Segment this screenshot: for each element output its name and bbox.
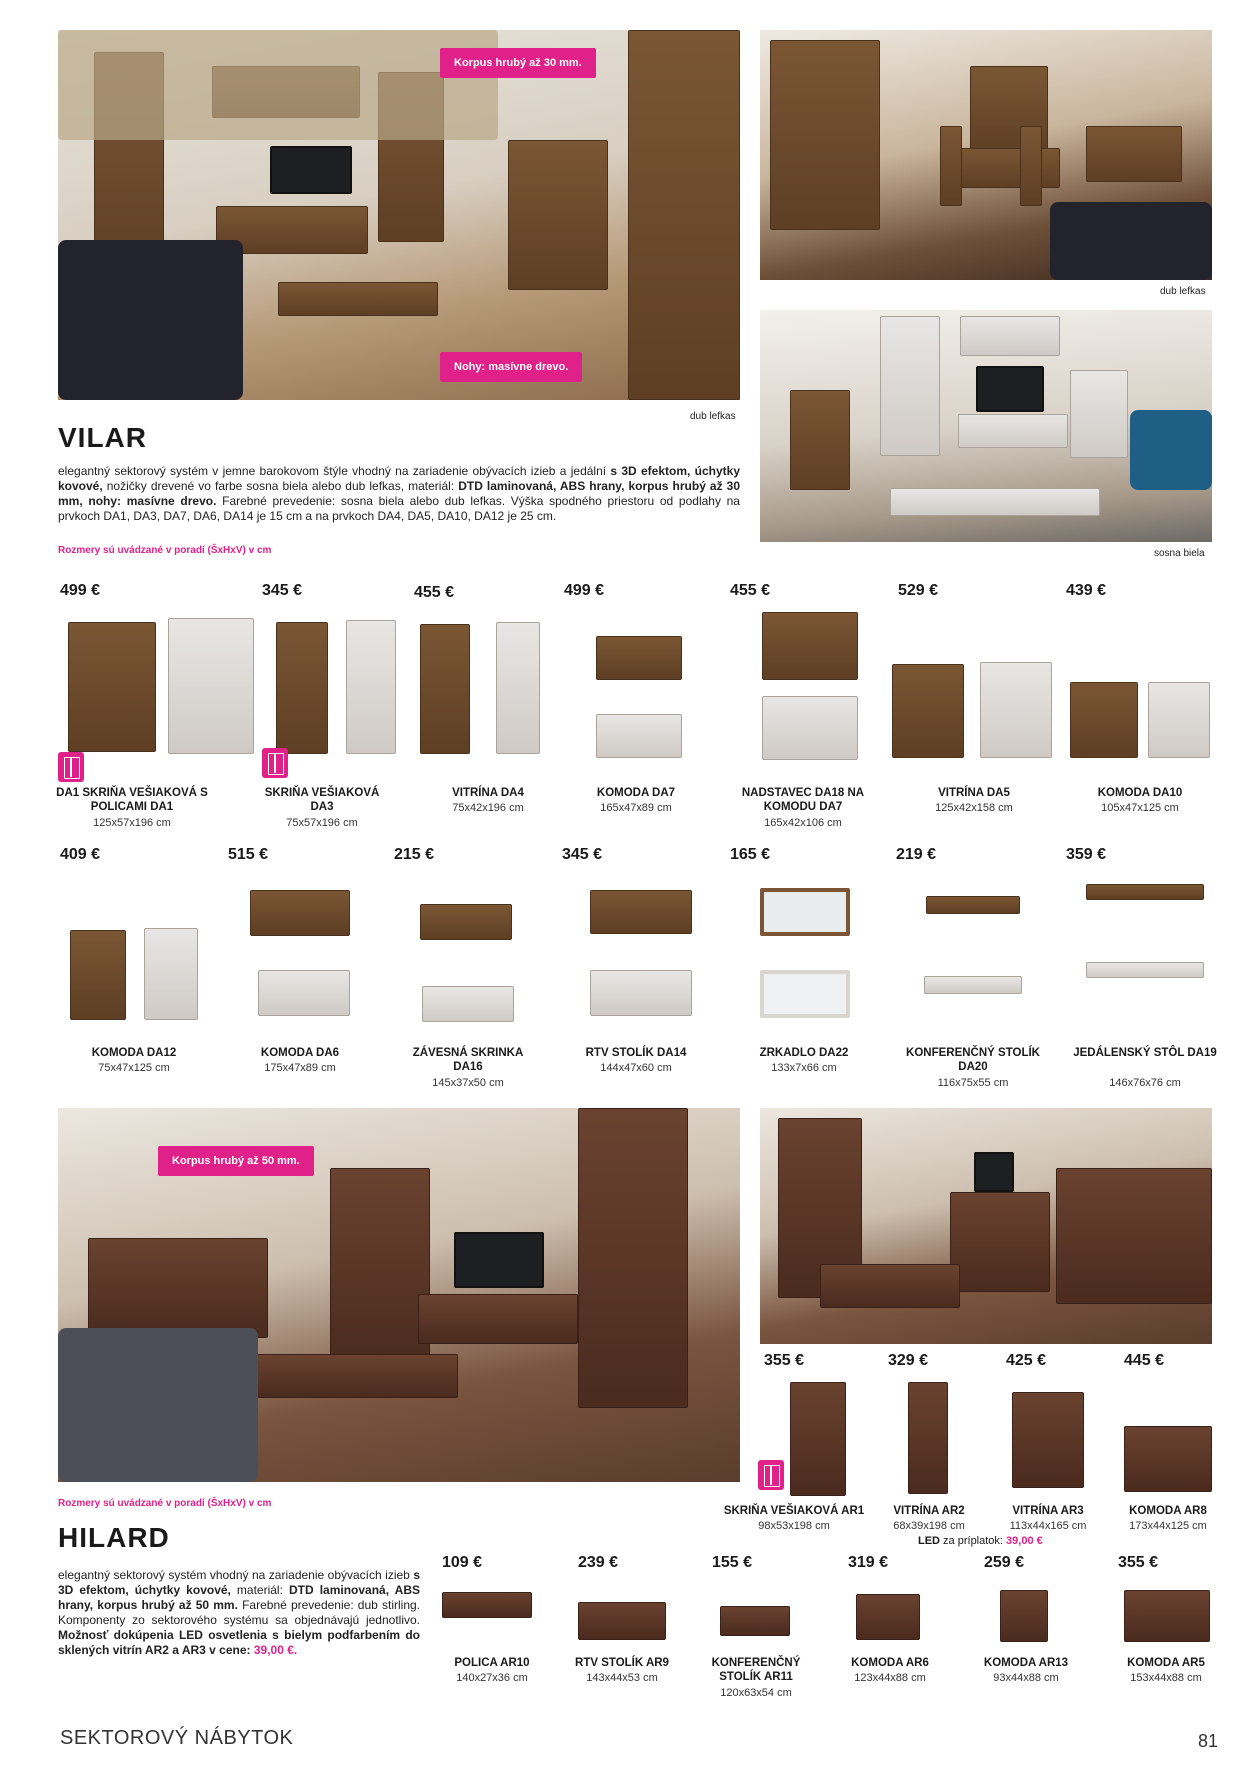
hilard-desc-part-4: DTD laminovaná, ABS hrany, korpus hrubý až 50 mm. (58, 1583, 421, 1612)
vilar-product-name: ZRKADLO DA22 (759, 1047, 849, 1059)
vilar-product-dimensions: 145x37x50 cm (432, 1077, 504, 1089)
hilard-product-name: KOMODA AR5 (1127, 1657, 1205, 1669)
vilar-price: 359 € (1066, 846, 1107, 863)
vilar-promo-legs: Nohy: masívne drevo. (440, 352, 582, 382)
hilard-room-photo (760, 1108, 1212, 1344)
vilar-price: 439 € (1066, 582, 1107, 599)
product-image (790, 1382, 846, 1496)
hilard-product-name: KOMODA AR8 (1129, 1505, 1207, 1517)
vilar-product-dimensions: 175x47x89 cm (264, 1062, 336, 1074)
product-image (908, 1382, 948, 1494)
wardrobe-shelves-icon (58, 752, 84, 782)
vilar-price: 165 € (730, 846, 771, 863)
vilar-desc-part-3: nožičky drevené vo farbe sosna biela alebo dub lefkas, materiál: (102, 479, 459, 493)
vilar-price: 345 € (262, 582, 303, 599)
hilard-product-name: KOMODA AR6 (851, 1657, 929, 1669)
hilard-desc-part-1: elegantný sektorový systém vhodný na zariadenie obývacích izieb (58, 1568, 414, 1582)
vilar-product-dimensions: 75x42x196 cm (452, 802, 524, 814)
vilar-product-name: KOMODA DA10 (1097, 787, 1183, 799)
product-image (892, 664, 964, 758)
hilard-description (58, 1568, 420, 1658)
vilar-main-caption: dub lefkas (690, 411, 736, 422)
vilar-product-dimensions: 146x76x76 cm (1109, 1077, 1181, 1089)
vilar-price: 499 € (60, 582, 101, 599)
product-image (760, 888, 850, 936)
hilard-product-name: RTV STOLÍK AR9 (575, 1657, 669, 1669)
hilard-desc-part-6: Možnosť dokúpenia LED osvetlenia s bielym podfarbením do sklených vitrín AR2 a AR3 v cene: (58, 1628, 420, 1657)
hilard-product-dimensions: 123x44x88 cm (854, 1672, 926, 1684)
vilar-price: 515 € (228, 846, 269, 863)
wardrobe-icon (758, 1460, 784, 1490)
hilard-price: 445 € (1124, 1352, 1165, 1369)
hilard-price: 155 € (712, 1554, 753, 1571)
vilar-desc-part-1: elegantný sektorový systém v jemne barokovom štýle vhodný na zariadenie obývacích izieb a jedální (58, 464, 611, 478)
hilard-price: 319 € (848, 1554, 889, 1571)
product-image (68, 622, 156, 752)
hilard-product-dimensions: 143x44x53 cm (586, 1672, 658, 1684)
vilar-product-dimensions: 125x42x158 cm (935, 802, 1013, 814)
vilar-product-dimensions: 165x47x89 cm (600, 802, 672, 814)
vilar-price: 455 € (730, 582, 771, 599)
vilar-product-dimensions: 75x57x196 cm (286, 817, 358, 829)
vilar-desc-part-2: s 3D efektom, úchytky kovové, (58, 464, 741, 493)
hilard-price: 239 € (578, 1554, 619, 1571)
vilar-dining-caption: dub lefkas (1160, 286, 1206, 297)
hilard-product-dimensions: 93x44x88 cm (993, 1672, 1059, 1684)
vilar-product-name: DA1 SKRIŇA VEŠIAKOVÁ S POLICAMI DA1 (56, 787, 208, 813)
vilar-product-name: VITRÍNA DA4 (452, 787, 524, 799)
hilard-product-dimensions: 153x44x88 cm (1130, 1672, 1202, 1684)
product-image (420, 904, 512, 940)
hilard-price: 329 € (888, 1352, 929, 1369)
vilar-product-name: KOMODA DA12 (91, 1047, 177, 1059)
vilar-dining-photo (760, 30, 1212, 280)
product-image (70, 930, 126, 1020)
hilard-product-dimensions: 113x44x165 cm (1009, 1520, 1087, 1532)
hilard-product-name: KOMODA AR13 (983, 1657, 1069, 1669)
product-image (168, 618, 254, 754)
led-label: LED (918, 1535, 940, 1547)
hilard-product-dimensions: 98x53x198 cm (758, 1520, 830, 1532)
vilar-product-name: JEDÁLENSKÝ STÔL DA19 (1073, 1047, 1217, 1059)
hilard-product-name: VITRÍNA AR2 (893, 1505, 965, 1517)
product-image (926, 896, 1020, 914)
product-image (1124, 1426, 1212, 1492)
hilard-desc-part-5: Farebné prevedenie: dub stirling. Komponenty zo sektorového systému sa objednávajú jednotlivo. (58, 1598, 420, 1627)
vilar-price: 409 € (60, 846, 101, 863)
vilar-product-name: NADSTAVEC DA18 NA KOMODU DA7 (741, 787, 865, 813)
hilard-product-name: KONFERENČNÝ STOLÍK AR11 (711, 1657, 801, 1683)
hilard-led-surcharge (918, 1535, 1043, 1547)
product-image (596, 636, 682, 680)
led-surcharge-price: 39,00 € (1006, 1535, 1043, 1547)
product-image (1086, 962, 1204, 978)
wardrobe-icon (262, 748, 288, 778)
vilar-product-dimensions: 125x57x196 cm (93, 817, 171, 829)
product-image (578, 1602, 666, 1640)
hilard-desc-part-3: materiál: (230, 1583, 289, 1597)
vilar-product-name: KOMODA DA7 (596, 787, 676, 799)
hilard-product-dimensions: 68x39x198 cm (893, 1520, 965, 1532)
vilar-price: 345 € (562, 846, 603, 863)
hilard-title: HILARD (58, 1522, 170, 1553)
product-image (276, 622, 328, 754)
product-image (442, 1592, 532, 1618)
vilar-product-name: RTV STOLÍK DA14 (585, 1047, 687, 1059)
footer-section-title: SEKTOROVÝ NÁBYTOK (60, 1727, 294, 1749)
product-image (760, 970, 850, 1018)
hilard-product-dimensions: 173x44x125 cm (1129, 1520, 1207, 1532)
vilar-product-dimensions: 165x42x106 cm (764, 817, 842, 829)
hilard-price: 355 € (1118, 1554, 1159, 1571)
product-image (924, 976, 1022, 994)
vilar-product-dimensions: 133x7x66 cm (771, 1062, 837, 1074)
hilard-led-price: 39,00 €. (253, 1643, 298, 1657)
hilard-price: 259 € (984, 1554, 1025, 1571)
hilard-price: 355 € (764, 1352, 805, 1369)
product-image (422, 986, 514, 1022)
product-image (1086, 884, 1204, 900)
hilard-product-dimensions: 140x27x36 cm (456, 1672, 528, 1684)
product-image (590, 970, 692, 1016)
page-number: 81 (1198, 1731, 1219, 1751)
hilard-product-dimensions: 120x63x54 cm (720, 1687, 792, 1699)
hilard-price: 109 € (442, 1554, 483, 1571)
vilar-dimensions-note: Rozmery sú uvádzané v poradí (ŠxHxV) v cm (58, 545, 272, 556)
product-image (856, 1594, 920, 1640)
vilar-white-caption: sosna biela (1154, 548, 1205, 559)
vilar-product-dimensions: 116x75x55 cm (937, 1077, 1009, 1089)
vilar-title: VILAR (58, 422, 147, 453)
vilar-product-dimensions: 105x47x125 cm (1101, 802, 1179, 814)
vilar-product-name: ZÁVESNÁ SKRINKA DA16 (412, 1047, 524, 1073)
vilar-price: 455 € (414, 584, 455, 601)
product-image (1070, 682, 1138, 758)
product-image (762, 612, 858, 680)
hilard-price: 425 € (1006, 1352, 1047, 1369)
led-text: za príplatok: (940, 1535, 1007, 1547)
hilard-desc-part-2: s 3D efektom, úchytky kovové, (58, 1568, 420, 1597)
vilar-price: 215 € (394, 846, 435, 863)
vilar-product-name: KOMODA DA6 (260, 1047, 340, 1059)
vilar-price: 219 € (896, 846, 937, 863)
vilar-description (58, 464, 740, 524)
hilard-dimensions-note: Rozmery sú uvádzané v poradí (ŠxHxV) v cm (58, 1498, 272, 1509)
product-image (590, 890, 692, 934)
product-image (720, 1606, 790, 1636)
hilard-product-name: VITRÍNA AR3 (1012, 1505, 1084, 1517)
vilar-product-dimensions: 144x47x60 cm (600, 1062, 672, 1074)
product-image (144, 928, 198, 1020)
product-image (596, 714, 682, 758)
vilar-product-dimensions: 75x47x125 cm (98, 1062, 170, 1074)
product-image (762, 696, 858, 760)
vilar-product-name: KONFERENČNÝ STOLÍK DA20 (906, 1047, 1040, 1073)
product-image (420, 624, 470, 754)
vilar-main-photo (58, 30, 740, 400)
hilard-promo-thickness: Korpus hrubý až 50 mm. (158, 1146, 314, 1176)
vilar-price: 529 € (898, 582, 939, 599)
product-image (1012, 1392, 1084, 1488)
vilar-promo-thickness: Korpus hrubý až 30 mm. (440, 48, 596, 78)
hilard-product-name: POLICA AR10 (454, 1657, 530, 1669)
product-image (346, 620, 396, 754)
product-image (1124, 1590, 1210, 1642)
product-image (496, 622, 540, 754)
hilard-product-name: SKRIŇA VEŠIAKOVÁ AR1 (723, 1505, 865, 1517)
product-image (250, 890, 350, 936)
vilar-price: 499 € (564, 582, 605, 599)
vilar-white-photo (760, 310, 1212, 542)
product-image (1000, 1590, 1048, 1642)
vilar-product-name: SKRIŇA VEŠIAKOVÁ DA3 (264, 787, 380, 813)
product-image (980, 662, 1052, 758)
product-image (258, 970, 350, 1016)
vilar-product-name: VITRÍNA DA5 (938, 787, 1010, 799)
vilar-desc-part-5: Farebné prevedenie: sosna biela alebo dub lefkas. Výška spodného priestoru od podlahy na prvkoch DA1, DA3, DA7, DA6, DA14 je 15 cm a na prvkoch DA4, DA5, DA10, DA12 je 25 cm. (58, 494, 740, 523)
vilar-desc-part-4: DTD laminovaná, ABS hrany, korpus hrubý až 30 mm, nohy: masívne drevo. (58, 479, 741, 508)
product-image (1148, 682, 1210, 758)
